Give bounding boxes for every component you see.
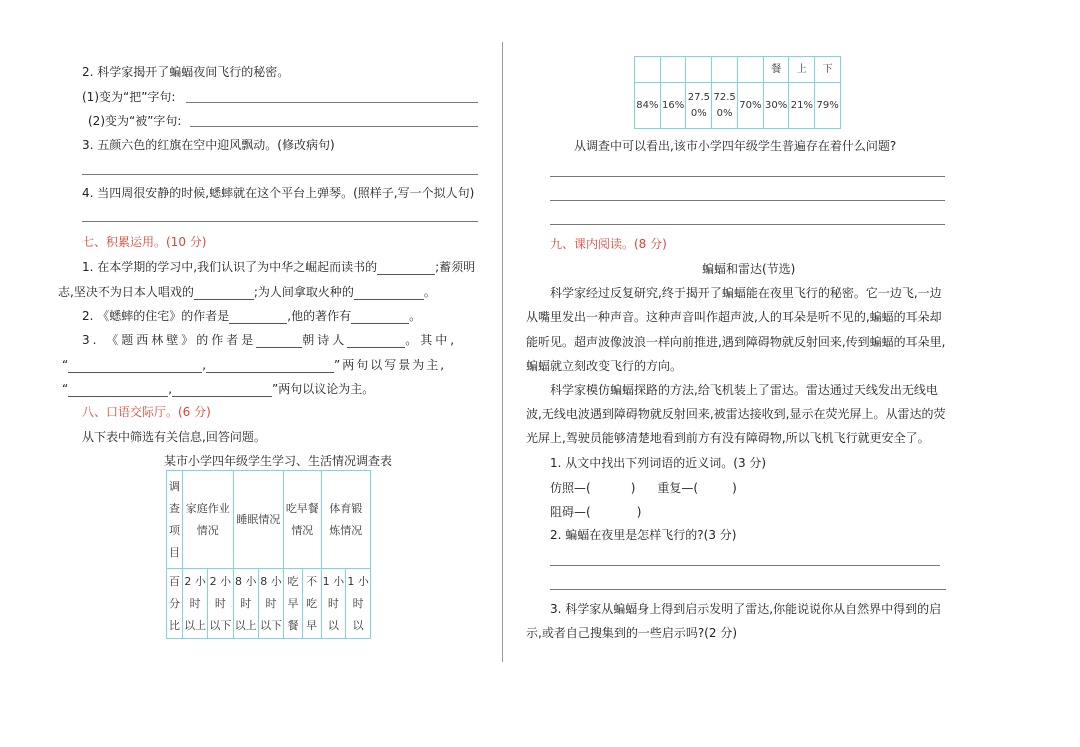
answer-line[interactable] [550,200,945,201]
synonym-3-close: ) [636,505,642,519]
cell-col-2: 2 小 时 以下 [208,569,233,639]
s7-item-3-line2 [62,357,446,373]
row-percent-label: 百 分 比 [167,569,183,639]
answer-line[interactable] [550,176,945,177]
cont-header-3 [686,57,712,83]
reading-question-3-line1: 3. 科学家从蝙蝠身上得到启示发明了雷达,你能说说你从自然界中得到的启 [550,602,942,616]
synonym-1-close: ) [630,481,636,495]
s7-item-2 [82,308,421,324]
question-2-1: (1)变为“把”字句: [82,90,176,104]
reading-question-3-line2: 示,或者自己搜集到的一些启示吗?(2 分) [526,626,737,640]
cont-value-8: 79% [815,83,841,129]
blank[interactable] [68,383,168,397]
passage-p1-line2: 从嘴里发出一种声音。这种声音叫作超声波,人的耳朵是听不见的,蝙蝠的耳朵却 [526,310,942,324]
s7-3-text-b: 朝诗人 [302,333,348,347]
cont-value-1: 84% [635,83,661,129]
s7-3-text-g: “ [62,382,69,396]
blank[interactable] [68,359,202,373]
answer-line[interactable] [186,102,478,103]
cont-value-4: 72.5 0% [712,83,738,129]
s7-item-1-line2 [58,284,436,300]
synonym-1-label: 仿照—( [550,481,591,495]
cont-header-4 [712,57,738,83]
s7-2-text-b: ,他的著作有 [287,309,352,323]
s7-1-text-a: 1. 在本学期的学习中,我们认识了为中华之崛起而读书的 [82,260,378,274]
answer-line[interactable] [550,565,940,566]
s7-1-text-b: ;蓄须明 [435,260,476,274]
blank[interactable] [194,286,254,300]
cont-value-6: 30% [763,83,789,129]
passage-p2-line1: 科学家模仿蝙蝠探路的方法,给飞机装上了雷达。雷达通过天线发出无线电 [550,383,938,397]
s7-3-text-i: ”两句以议论为主。 [272,382,375,396]
cont-value-5: 70% [738,83,764,129]
cell-col-4: 8 小 时 以下 [258,569,283,639]
blank[interactable] [229,310,287,324]
blank[interactable] [172,383,272,397]
s7-1-text-d: ;为人间拿取火种的 [253,285,354,299]
cell-col-3: 8 小 时 以上 [233,569,258,639]
blank[interactable] [347,334,405,348]
passage-p1-line4: 蝙蝠就立刻改变飞行的方向。 [526,359,683,373]
s7-3-text-a: 3. 《题西林壁》的作者是 [82,333,257,347]
blank[interactable] [377,261,435,275]
blank[interactable] [354,286,424,300]
cont-header-2 [660,57,686,83]
cont-header-8: 下 [815,57,841,83]
synonym-row-1 [550,480,737,496]
s7-item-3-line1 [82,332,457,348]
header-survey-item: 调 查 项 目 [167,471,183,569]
s7-item-3-line3 [62,381,374,397]
cont-value-3: 27.5 0% [686,83,712,129]
survey-table-title: 某市小学四年级学生学习、生活情况调查表 [164,454,393,468]
answer-line[interactable] [550,224,945,225]
s7-1-text-c: 志,坚决不为日本人唱戏的 [58,285,194,299]
passage-p1-line3: 能听见。超声波像波浪一样向前推进,遇到障碍物就反射回来,传到蝙蝠的耳朵里, [526,335,946,349]
s7-item-1-line1 [82,259,475,275]
synonym-row-2 [550,504,641,520]
header-homework: 家庭作业 情况 [183,471,234,569]
cont-value-7: 21% [789,83,815,129]
blank[interactable] [351,310,409,324]
blank[interactable] [256,334,302,348]
synonym-2-close: ) [732,481,737,495]
blank[interactable] [206,359,334,373]
passage-p1-line1: 科学家经过反复研究,终于揭开了蝙蝠能在夜里飞行的秘密。它一边飞,一边 [550,286,942,300]
header-breakfast: 吃早餐 情况 [284,471,321,569]
cont-value-2: 16% [660,83,686,129]
s7-3-text-f: ”两句以写景为主, [334,358,447,372]
question-2-2: (2)变为“被”字句: [88,114,182,128]
question-4: 4. 当四周很安静的时候,蟋蟀就在这个平台上弹琴。(照样子,写一个拟人句) [82,186,475,200]
s7-2-text-c: 。 [409,309,422,323]
passage-p2-line3: 光屏上,驾驶员能够清楚地看到前方有没有障碍物,所以飞机飞行就更安全了。 [526,431,930,445]
question-2: 2. 科学家揭开了蝙蝠夜间飞行的秘密。 [82,65,290,79]
synonym-3-label: 阻碍—( [550,505,591,519]
s7-3-text-c: 。其中, [405,333,458,347]
cell-col-6: 不 吃 早 [302,569,321,639]
synonym-2-label: 重复—( [657,481,699,495]
s7-3-text-d: “ [62,358,69,372]
s7-2-text-a: 2. 《蟋蟀的住宅》的作者是 [82,309,230,323]
cont-header-1 [635,57,661,83]
answer-line[interactable] [190,126,478,127]
passage-p2-line2: 波,无线电波遇到障碍物就反射回来,被雷达接收到,显示在荧光屏上。从雷达的荧 [526,407,946,421]
answer-line[interactable] [550,589,946,590]
section-9-heading: 九、课内阅读。(8 分) [550,237,667,251]
section-8-heading: 八、口语交际厅。(6 分) [82,405,211,419]
reading-question-2: 2. 蝙蝠在夜里是怎样飞行的?(3 分) [550,528,737,542]
cell-col-7: 1 小 时 以 [321,569,346,639]
cont-header-7: 上 [789,57,815,83]
page-divider [502,42,503,662]
s7-3-text-e: , [202,358,207,372]
cont-header-5 [738,57,764,83]
s7-3-text-h: , [168,382,173,396]
passage-title: 蝙蝠和雷达(节选) [702,262,796,276]
section-7-heading: 七、积累运用。(10 分) [82,235,207,249]
cont-header-6: 餐 [763,57,789,83]
survey-question: 从调查中可以看出,该市小学四年级学生普遍存在着什么问题? [574,139,897,153]
question-3: 3. 五颜六色的红旗在空中迎风飘动。(修改病句) [82,138,335,152]
survey-table [166,470,371,639]
cell-col-5: 吃 早 餐 [284,569,303,639]
s7-1-text-e: 。 [423,285,436,299]
header-sleep: 睡眠情况 [233,471,284,569]
answer-line[interactable] [82,174,478,175]
survey-table-continued [634,56,841,129]
reading-question-1: 1. 从文中找出下列词语的近义词。(3 分) [550,456,767,470]
answer-line[interactable] [82,221,478,222]
cell-col-1: 2 小 时 以上 [183,569,208,639]
header-exercise: 体育锻 炼情况 [321,471,371,569]
cell-col-8: 1 小 时 以 [346,569,371,639]
section-8-intro: 从下表中筛选有关信息,回答问题。 [82,430,266,444]
